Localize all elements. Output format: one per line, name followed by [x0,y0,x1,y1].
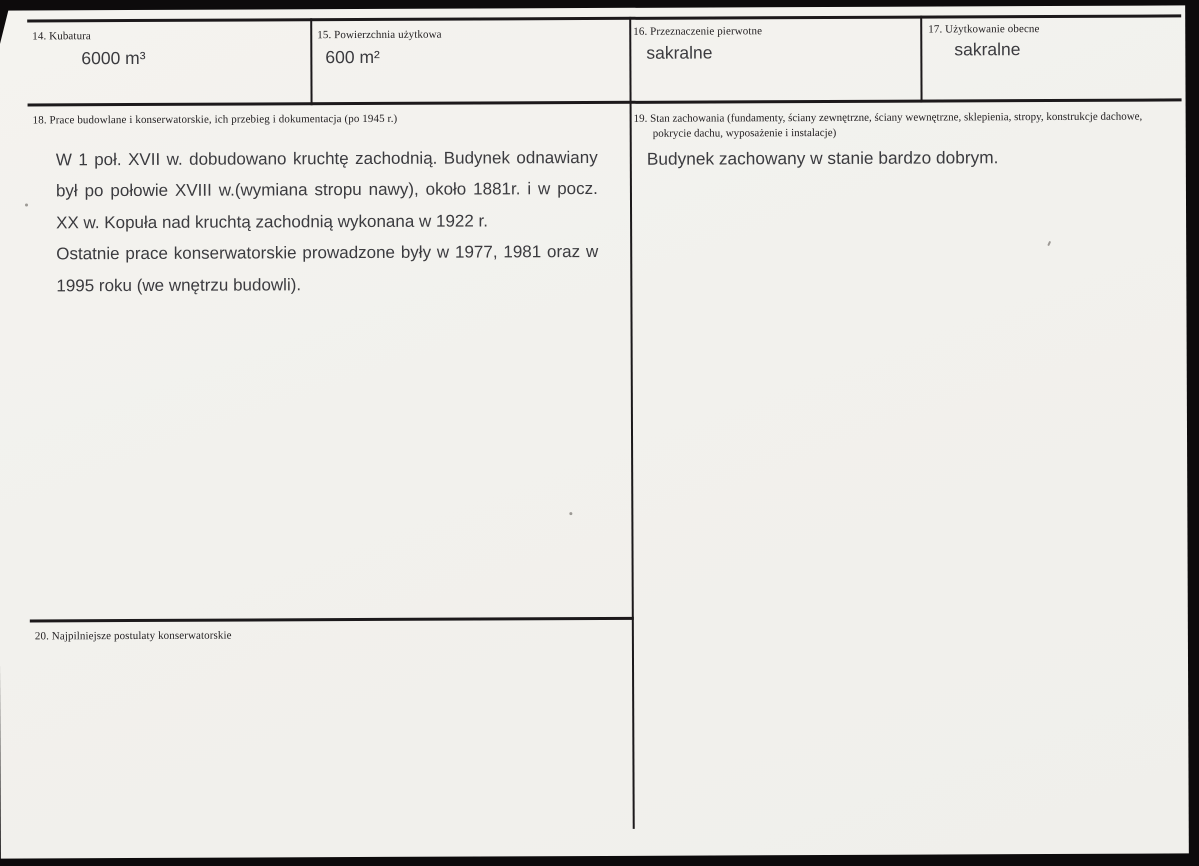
rule-above-section-20 [30,617,634,623]
rule-divider-14-15 [310,18,312,105]
field-14-label: 14. Kubatura [32,30,91,43]
rule-under-top-row [28,98,1182,106]
scan-speckle [25,203,28,206]
rule-divider-16-17 [920,16,922,103]
field-16-label: 16. Przeznaczenie pierwotne [633,25,763,38]
field-17-value: sakralne [954,39,1021,60]
field-18-text [56,142,599,302]
scan-speckle [1047,241,1051,246]
scan-speckle [569,512,572,515]
field-18-text-line: Ostatnie prace konserwatorskie prowadzone były w 1977, 1981 oraz w [56,242,599,264]
field-14-value: 6000 m³ [81,47,146,69]
scan-corner-artifact [0,0,13,50]
field-18-text-line: W 1 poł. XVII w. dobudowano kruchtę zachodnią. Budynek odnawiany [55,147,598,170]
field-20-label: 20. Najpilniejsze postulaty konserwatorskie [34,629,232,643]
field-19-label [634,109,1186,141]
field-19-label-line1: 19. Stan zachowania (fundamenty, ściany zewnętrzne, ściany wewnętrzne, sklepienia, stropy, konstrukcje dachowe, [633,110,1143,125]
record-card-page [0,5,1189,858]
field-15-label: 15. Powierzchnia użytkowa [317,28,442,42]
field-18-text-line: XX w. Kopuła nad kruchtą zachodnią wykonana w 1922 r. [56,211,489,233]
field-18-label: 18. Prace budowlane i konserwatorskie, ich przebieg i dokumentacja (po 1945 r.) [32,112,398,127]
field-17-label: 17. Użytkowanie obecne [928,23,1040,36]
field-18-text-line: był po połowie XVIII w.(wymiana stropu nawy), około 1881r. i w pocz. [55,179,598,201]
field-19-label-line2: pokrycie dachu, wyposażenie i instalacje) [652,126,837,140]
field-19-value: Budynek zachowany w stanie bardzo dobrym. [646,147,999,169]
field-15-value: 600 m² [325,46,380,68]
rule-top [27,14,1181,22]
field-18-text-line: 1995 roku (we wnętrzu budowli). [56,275,302,296]
field-16-value: sakralne [646,42,713,63]
